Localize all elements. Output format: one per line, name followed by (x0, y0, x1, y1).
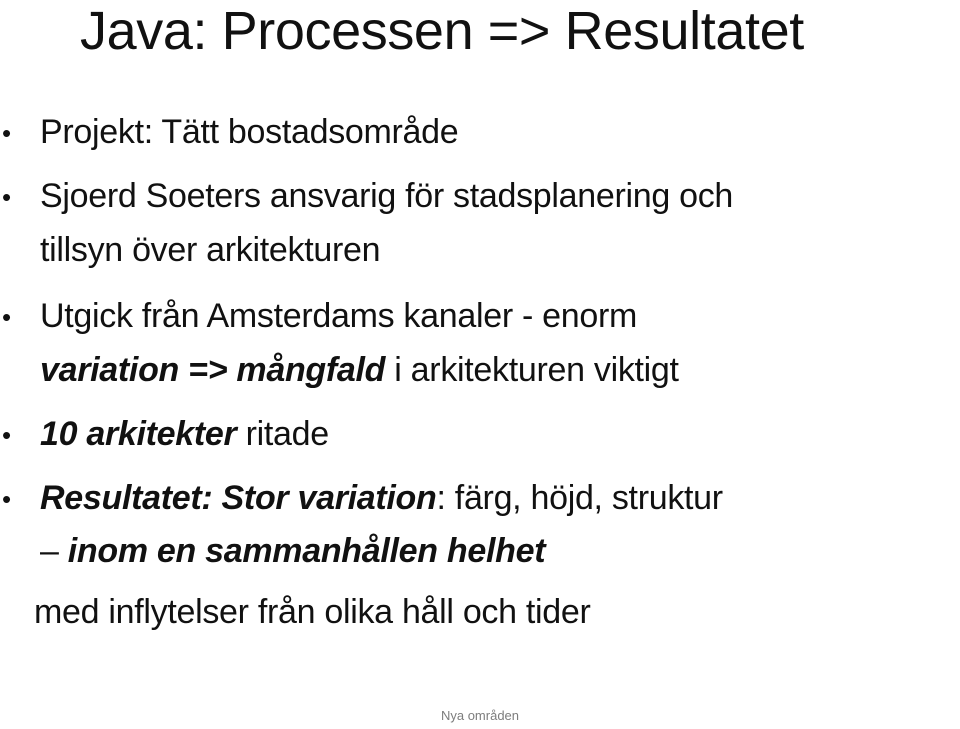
bullet-2-line-1: Sjoerd Soeters ansvarig för stadsplanering och (40, 177, 734, 215)
trailing-line: med inflytelser från olika håll och tider (34, 593, 591, 631)
bullet-5-line-2: – inom en sammanhållen helhet (40, 532, 546, 570)
bullet-3-line-2: variation => mångfald i arkitekturen viktigt (40, 351, 679, 389)
emphasis-text: 10 arkitekter (40, 415, 237, 453)
bullet-4-line-1: 10 arkitekter ritade (40, 415, 329, 453)
bullet-dot: • (2, 182, 12, 212)
bullet-dot: • (2, 118, 12, 148)
bullet-3-line-1: Utgick från Amsterdams kanaler - enorm (40, 297, 638, 335)
slide-footer: Nya områden (440, 708, 520, 723)
slide-title: Java: Processen => Resultatet (80, 1, 804, 61)
bullet-dot: • (2, 302, 12, 332)
bullet-dot: • (2, 484, 12, 514)
bullet-1-line-1: Projekt: Tätt bostadsområde (40, 113, 459, 151)
emphasis-text: inom en sammanhållen helhet (67, 532, 546, 570)
bullet-2-line-2: tillsyn över arkitekturen (40, 231, 381, 269)
emphasis-text: Resultatet: Stor variation (40, 479, 437, 517)
emphasis-text: variation => mångfald (40, 351, 386, 389)
bullet-dot: • (2, 420, 12, 450)
bullet-5-line-1: Resultatet: Stor variation: färg, höjd, struktur (40, 479, 723, 517)
